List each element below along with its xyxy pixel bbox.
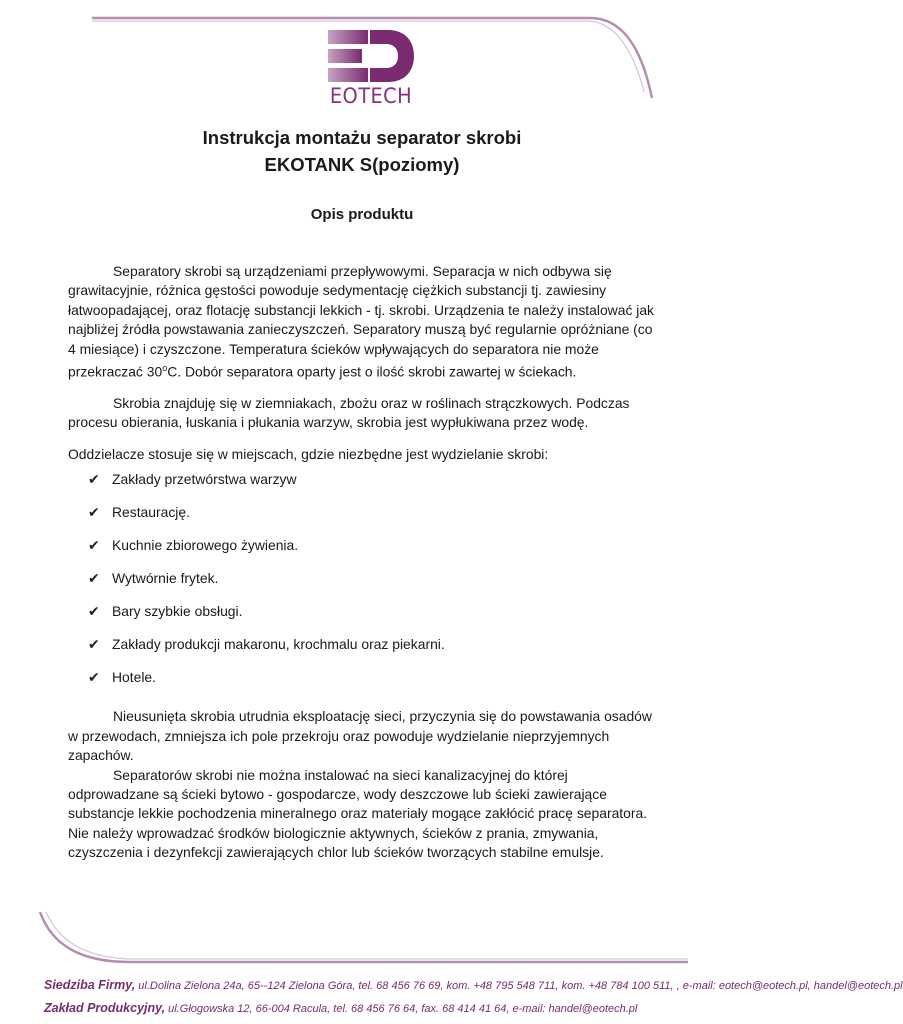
- list-item: [88, 602, 660, 635]
- list-item: [88, 668, 660, 701]
- section-heading: Opis produktu: [310, 206, 414, 223]
- checkmark-icon: ✔: [88, 636, 100, 653]
- paragraph-intro-text: Separatory skrobi są urządzeniami przepływowymi. Separacja w nich odbywa się grawitacyjnie, różnica gęstości powoduje sedymentację ciężkich substancji tj. zawiesiny łatwoopadającej, oraz flotację substancji lekkich - tj. skrobi. Urządzenia te należy instalować jak najbliżej źródła powstawania zanieczyszczeń. Separatory muszą być regularnie opróżniane (co 4 miesiące) i czyszczone. Temperatura ścieków wpływających do separatora nie może przekraczać 30: [68, 263, 655, 380]
- list-item-text: Zakłady produkcji makaronu, krochmalu oraz piekarni.: [112, 636, 445, 653]
- list-item: [88, 503, 660, 536]
- list-item: [88, 470, 660, 503]
- list-item: [88, 536, 660, 569]
- logo-mark-icon: [326, 28, 416, 84]
- checkmark-icon: ✔: [88, 471, 100, 488]
- list-item-text: Kuchnie zbiorowego żywienia.: [112, 537, 299, 554]
- checkmark-icon: ✔: [88, 504, 100, 521]
- usage-list: [68, 470, 660, 701]
- checkmark-icon: ✔: [88, 603, 100, 620]
- document-body: [68, 262, 660, 863]
- paragraph-intro-end: C. Dobór separatora oparty jest o ilość skrobi zawartej w ściekach.: [167, 363, 577, 380]
- document-title: Instrukcja montażu separator skrobi: [202, 127, 522, 148]
- list-item-text: Hotele.: [112, 669, 157, 686]
- list-item: [88, 635, 660, 668]
- degree-superscript: o: [162, 363, 168, 374]
- footer-production: [44, 1000, 704, 1017]
- footer-production-text: ul.Głogowska 12, 66-004 Racula, tel. 68 456 76 64, fax. 68 414 41 64, e-mail: handel@eotech.pl: [168, 1003, 638, 1015]
- checkmark-icon: ✔: [88, 570, 100, 587]
- bottom-swoosh: [40, 912, 688, 962]
- list-item-text: Zakłady przetwórstwa warzyw: [112, 471, 297, 488]
- document-subtitle: EKOTANK S(poziomy): [264, 154, 460, 175]
- paragraph-intro: [68, 262, 660, 382]
- checkmark-icon: ✔: [88, 669, 100, 686]
- paragraph-restrictions: Separatorów skrobi nie można instalować na sieci kanalizacyjnej do której odprowadzane są ścieki bytowo - gospodarcze, wody deszczowe lub ścieki zawierające substancje lekkie pochodzenia mineralnego oraz materiały mogące zakłócić pracę separatora. Nie należy wprowadzać środków biologicznie aktywnych, ścieków z prania, zmywania, czyszczenia i dezynfekcji zawierających chlor lub ścieków tworzących stabilne emulsje.: [68, 766, 648, 861]
- paragraph-consequences: Nieusunięta skrobia utrudnia eksploatację sieci, przyczynia się do powstawania osadów w przewodach, zmniejsza ich pole przekroju oraz powoduje wydzielanie nieprzyjemnych zapachów.: [68, 708, 652, 764]
- bottom-swoosh-inner: [46, 912, 688, 959]
- checkmark-icon: ✔: [88, 537, 100, 554]
- company-logo: [326, 28, 416, 110]
- list-item: [88, 569, 660, 602]
- footer-production-label: Zakład Produkcyjny,: [44, 1001, 166, 1015]
- paragraph-starch-source: Skrobia znajduję się w ziemniakach, zbożu oraz w roślinach strączkowych. Podczas procesu obierania, łuskania i płukania warzyw, skrobia jest wypłukiwana przez wodę.: [68, 395, 630, 431]
- list-item-text: Bary szybkie obsługi.: [112, 603, 243, 620]
- footer-headquarters-text: ul.Dolina Zielona 24a, 65--124 Zielona Góra, tel. 68 456 76 69, kom. +48 795 548 711, kom. +48 784 100 511, , e-mail: eotech@eotech.pl, handel@eotech.pl: [138, 980, 903, 992]
- logo-text: EOTECH: [329, 84, 413, 108]
- paragraph-usage-intro: Oddzielacze stosuje się w miejscach, gdzie niezbędne jest wydzielanie skrobi:: [68, 445, 549, 462]
- footer-headquarters-label: Siedziba Firmy,: [44, 978, 136, 992]
- footer-headquarters: [44, 977, 903, 994]
- list-item-text: Wytwórnie frytek.: [112, 570, 219, 587]
- list-item-text: Restaurację.: [112, 504, 190, 521]
